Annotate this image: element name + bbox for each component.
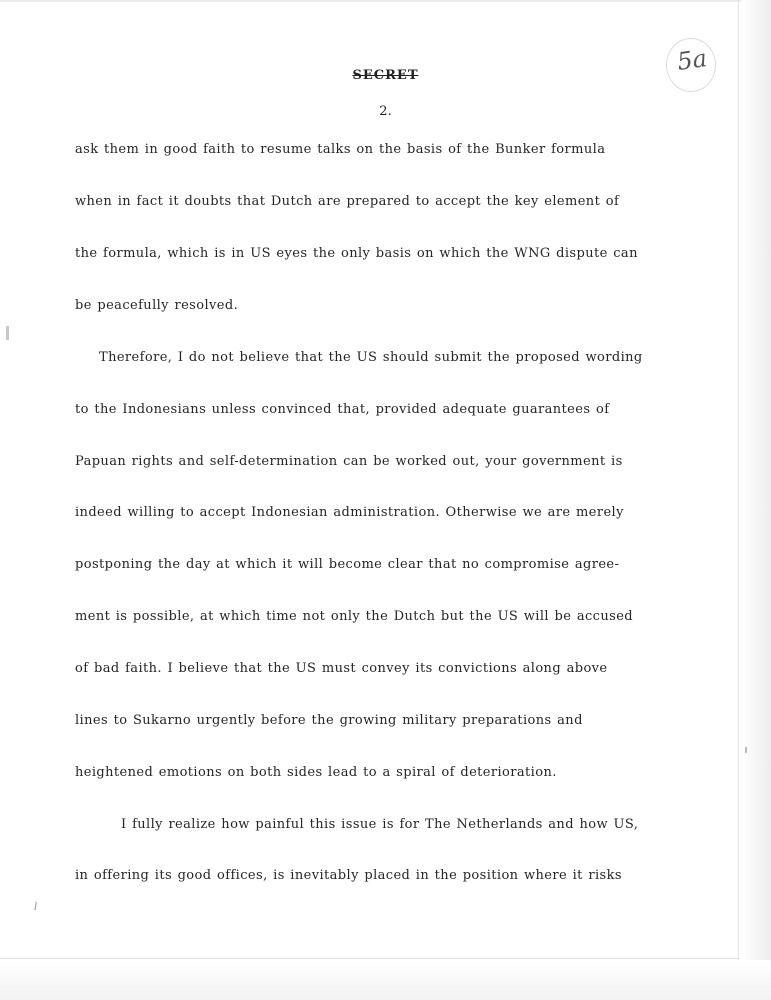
classification-marking: SECRET [352,68,419,83]
margin-mark-right [745,747,747,753]
body-line: postponing the day at which it will become clear that no compromise agree- [75,557,620,572]
body-line: I fully realize how painful this issue is for The Netherlands and how US, [121,817,639,832]
page-edge-bottom-line [0,958,740,959]
body-line: Therefore, I do not believe that the US should submit the proposed wording [99,350,643,365]
page-edge-bottom [0,960,771,1000]
body-line: when in fact it doubts that Dutch are prepared to accept the key element of [75,194,620,209]
body-line: Papuan rights and self-determination can be worked out, your government is [75,454,623,469]
page-number: 2. [379,104,392,119]
body-line: in offering its good offices, is inevitably placed in the position where it risks [75,868,622,883]
body-line: ment is possible, at which time not only the Dutch but the US will be accused [75,609,634,624]
body-line: lines to Sukarno urgently before the growing military preparations and [75,713,583,728]
body-line: the formula, which is in US eyes the only basis on which the WNG dispute can [75,246,638,261]
margin-mark-left [6,326,9,340]
body-line: to the Indonesians unless convinced that, provided adequate guarantees of [75,402,610,417]
margin-mark-bottom-left: l [34,902,38,913]
page-edge-right [741,0,771,1000]
body-line: heightened emotions on both sides lead to a spiral of deterioration. [75,765,557,780]
page-edge-right-line [738,0,739,960]
body-line: be peacefully resolved. [75,298,239,313]
handwritten-annotation: 5a [675,44,709,76]
page-edge-top [0,0,771,2]
body-line: indeed willing to accept Indonesian administration. Otherwise we are merely [75,505,624,520]
body-line: of bad faith. I believe that the US must convey its convictions along above [75,661,608,676]
body-line: ask them in good faith to resume talks on the basis of the Bunker formula [75,142,606,157]
